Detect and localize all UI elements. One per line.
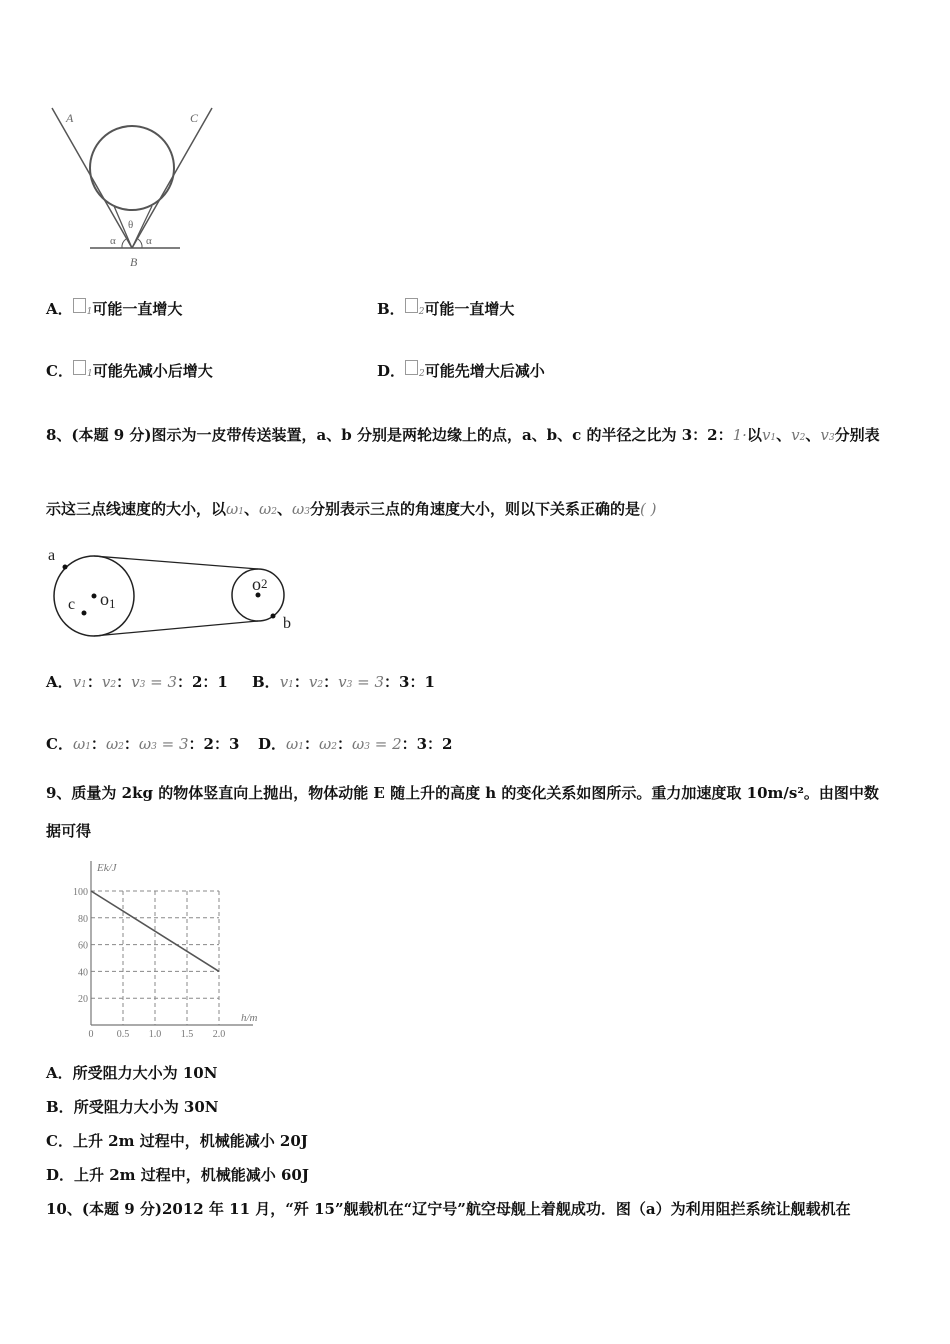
x-tick-label: 1.5 (180, 1029, 194, 1040)
point-c (82, 611, 87, 616)
x-axis-label: h/m (241, 1012, 258, 1024)
q9-option-d[interactable]: D．上升 2m 过程中，机械能减小 60J (46, 1166, 309, 1184)
label-alpha-right: α (146, 235, 152, 247)
angle-arc-left (122, 239, 126, 248)
q8-option-d[interactable]: D．ω1：ω2：ω3 = 2：3：2 (258, 735, 453, 753)
angle-arc-right (138, 239, 142, 248)
q7-option-d[interactable]: D． 2可能先增大后减小 (377, 362, 545, 380)
figure-q8-belt-drive (40, 540, 310, 640)
series-line-ek (91, 891, 219, 971)
center-o1 (92, 594, 97, 599)
q8-option-a[interactable]: A．v1：v2：v3 = 3：2：1 (46, 673, 228, 691)
q8-stem-line2: 示这三点线速度的大小，以ω1、ω2、ω3分别表示三点的角速度大小，则以下关系正确的是( ) (46, 500, 657, 518)
missing-glyph-icon (405, 298, 418, 313)
q9-option-b[interactable]: B．所受阻力大小为 30N (46, 1098, 219, 1116)
figure-q7-sphere-between-planks (40, 98, 230, 273)
label-b: B (130, 255, 138, 269)
x-tick-label: 2.0 (212, 1029, 226, 1040)
label-o1: o1 (100, 589, 116, 611)
q9-option-a[interactable]: A．所受阻力大小为 10N (46, 1064, 218, 1082)
q8-option-c[interactable]: C．ω1：ω2：ω3 = 3：2：3 (46, 735, 240, 753)
y-axis-label: Ek/J (97, 862, 117, 874)
q9-stem-line2: 据可得 (46, 822, 92, 840)
y-tick-label: 60 (78, 940, 88, 952)
label-b: b (283, 615, 291, 632)
y-tick-label: 80 (78, 913, 88, 925)
label-a: a (48, 547, 56, 564)
figure-q9-ek-vs-h-chart (55, 855, 270, 1040)
x-tick-label: 0 (88, 1029, 94, 1040)
q8-option-b[interactable]: B．v1：v2：v3 = 3：3：1 (252, 673, 435, 691)
label-alpha-left: α (110, 235, 116, 247)
label-theta: θ (128, 219, 134, 231)
missing-glyph-icon (405, 360, 418, 375)
point-b (271, 614, 276, 619)
q7-option-c[interactable]: C． 1可能先减小后增大 (46, 362, 213, 380)
plank-c (132, 108, 212, 248)
q9-option-c[interactable]: C．上升 2m 过程中，机械能减小 20J (46, 1132, 308, 1150)
q8-stem-line1: 8、(本题 9 分)图示为一皮带传送装置，a、b 分别是两轮边缘上的点，a、b、c 的半径之比为 3：2：1·以v1、v2、v3分别表 (46, 426, 880, 444)
plank-a (52, 108, 132, 248)
label-c: C (190, 111, 199, 125)
y-tick-label: 40 (78, 967, 88, 979)
label-c: c (68, 596, 76, 613)
x-tick-label: 0.5 (116, 1029, 130, 1040)
q9-stem-line1: 9、质量为 2kg 的物体竖直向上抛出，物体动能 E 随上升的高度 h 的变化关系如图所示。重力加速度取 10m/s²。由图中数 (46, 784, 879, 802)
y-tick-label: 100 (73, 887, 88, 898)
missing-glyph-icon (73, 298, 86, 313)
label-o2: o2 (252, 574, 268, 594)
belt-bottom (94, 621, 258, 636)
q7-option-a[interactable]: A． 1可能一直增大 (46, 300, 183, 318)
missing-glyph-icon (73, 360, 86, 375)
q10-stem-line1: 10、(本题 9 分)2012 年 11 月，“歼 15”舰载机在“辽宁号”航空母舰上着舰成功．图（a）为利用阻拦系统让舰载机在 (46, 1200, 851, 1218)
point-a (63, 565, 68, 570)
q7-option-b[interactable]: B． 2可能一直增大 (377, 300, 515, 318)
y-tick-label: 20 (78, 994, 88, 1006)
x-tick-label: 1.0 (148, 1029, 162, 1040)
belt-top (94, 556, 258, 569)
label-a: A (66, 111, 74, 125)
